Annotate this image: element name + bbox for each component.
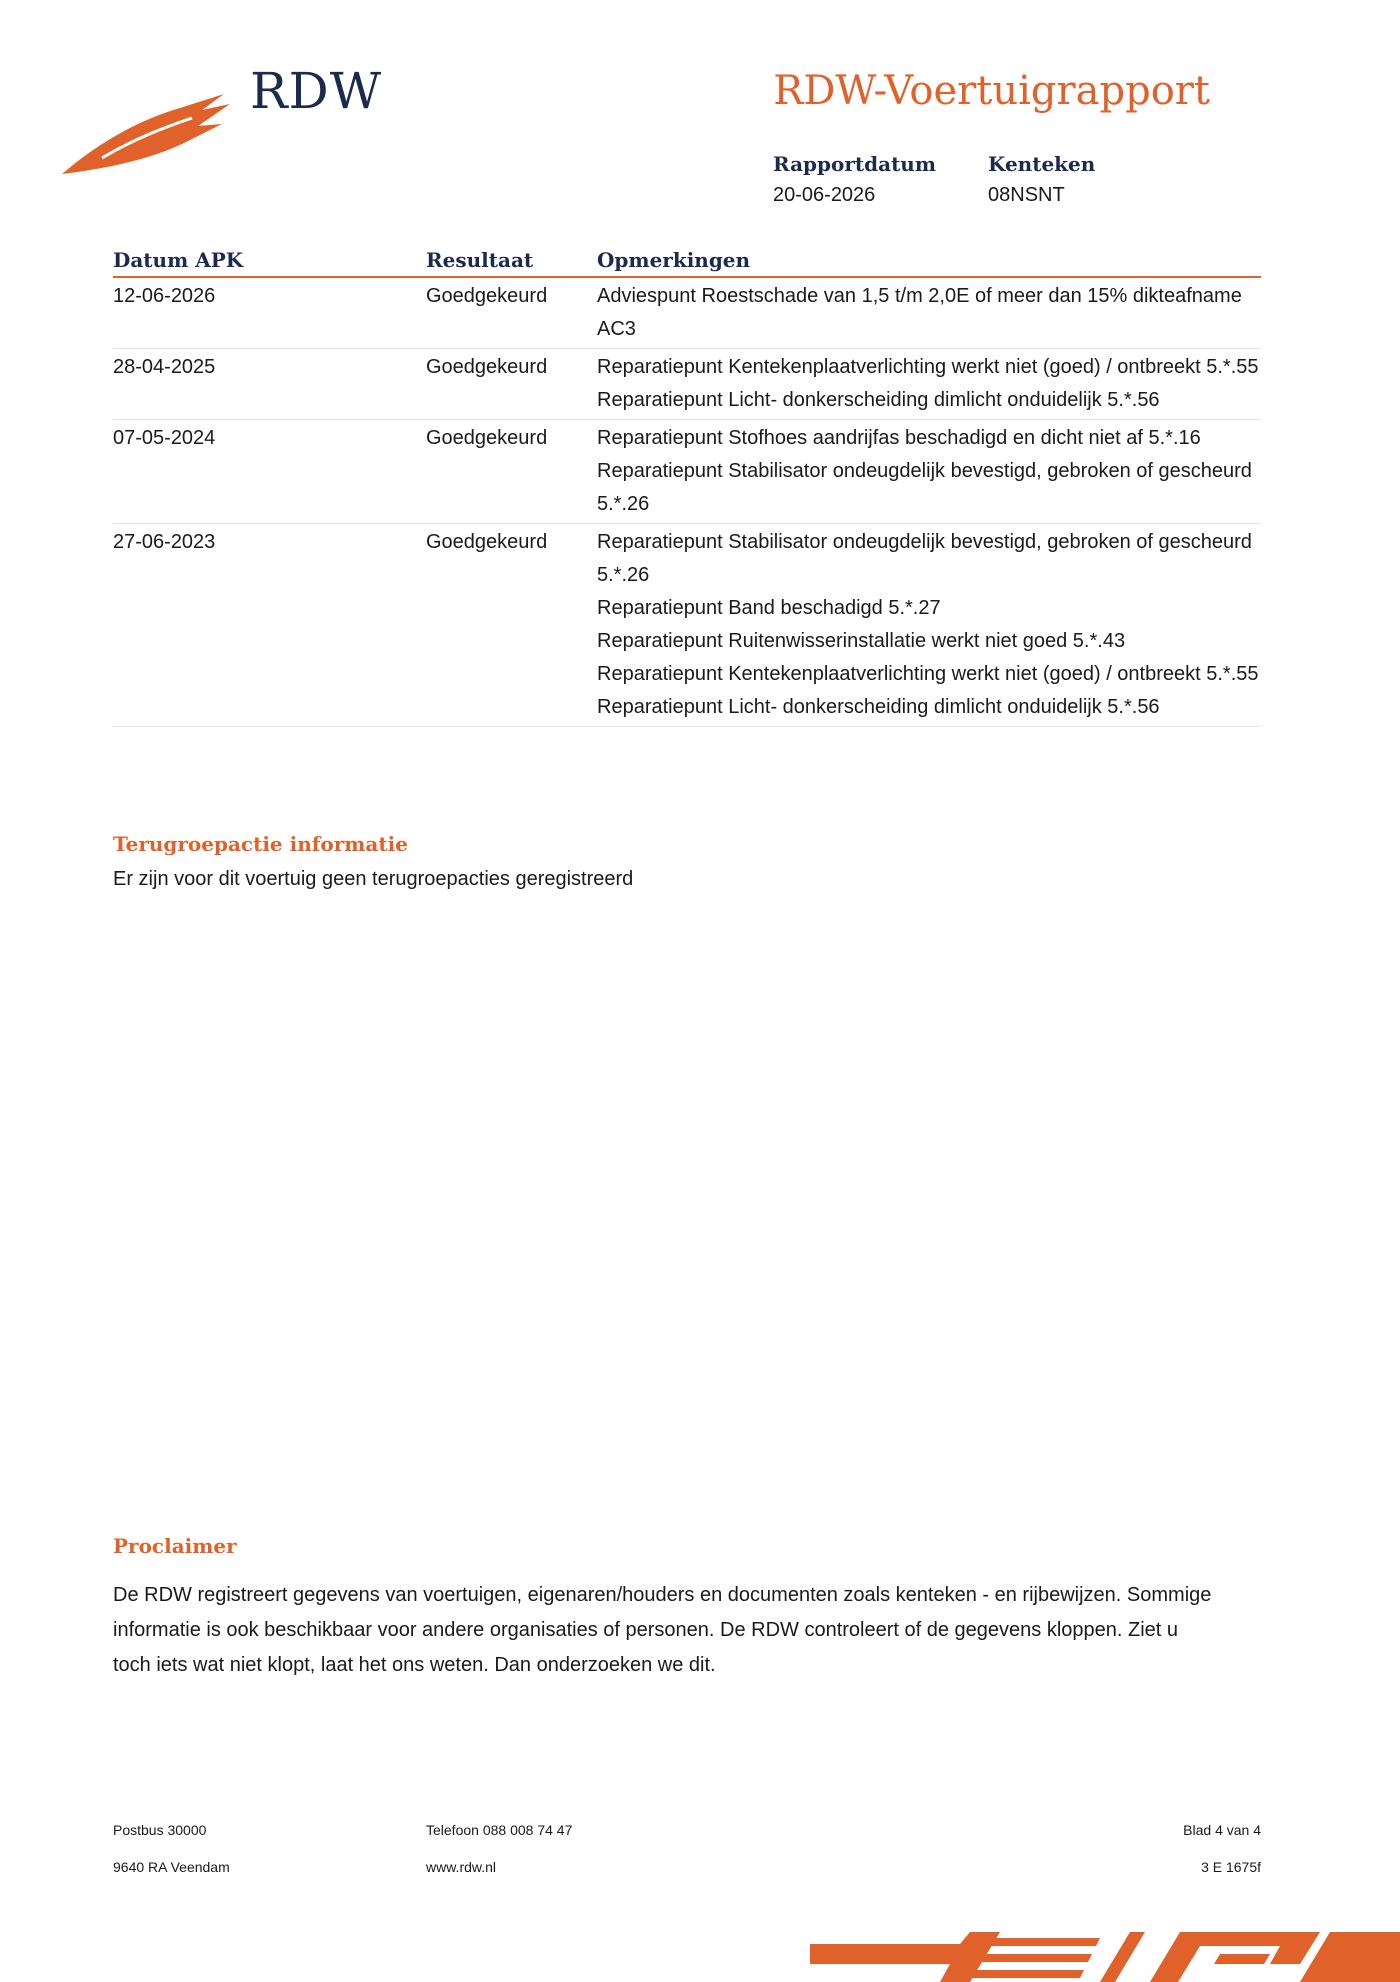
decorative-stripes-icon: [800, 1924, 1400, 1982]
remark: Reparatiepunt Stabilisator ondeugdelijk bevestigd, gebroken of gescheurd 5.*.26: [597, 531, 1252, 586]
apk-result: Goedgekeurd: [426, 420, 597, 524]
proclaimer-title: Proclaimer: [113, 1534, 237, 1558]
remark: Reparatiepunt Band beschadigd 5.*.27: [597, 597, 941, 619]
proclaimer-text: De RDW registreert gegevens van voertuigen, eigenaren/houders en documenten zoals kenteken - en rijbewijzen. Sommige informatie is ook beschikbaar voor andere organisaties of personen. De RDW controleert of de gegevens kloppen. Ziet u toch iets wat niet klopt, laat het ons weten. Dan onderzoeken we dit.: [113, 1584, 1212, 1676]
apk-date: 27-06-2023: [113, 524, 426, 727]
footer-address: [113, 1812, 230, 1886]
apk-date: 12-06-2026: [113, 277, 426, 349]
apk-table: [113, 246, 1261, 727]
table-row: [113, 349, 1261, 420]
plate-value: 08NSNT: [988, 184, 1065, 206]
footer-website-link[interactable]: www.rdw.nl: [426, 1859, 497, 1875]
report-date-label: Rapportdatum: [773, 152, 937, 176]
remark: Reparatiepunt Kentekenplaatverlichting werkt niet (goed) / ontbreekt 5.*.55: [597, 356, 1259, 378]
apk-remarks: [597, 349, 1261, 420]
apk-result: Goedgekeurd: [426, 524, 597, 727]
remark: Adviespunt Roestschade van 1,5 t/m 2,0E of meer dan 15% dikteafname AC3: [597, 285, 1242, 340]
apk-date: 28-04-2025: [113, 349, 426, 420]
report-date-block: [773, 152, 936, 207]
report-title: RDW-Voertuigrapport: [773, 68, 1210, 114]
apk-date: 07-05-2024: [113, 420, 426, 524]
col-header-remarks: Opmerkingen: [597, 246, 1261, 277]
table-row: [113, 277, 1261, 349]
apk-result: Goedgekeurd: [426, 277, 597, 349]
footer-address-line-1: Postbus 30000: [113, 1822, 207, 1838]
remark: Reparatiepunt Kentekenplaatverlichting werkt niet (goed) / ontbreekt 5.*.55: [597, 663, 1259, 685]
recall-text: Er zijn voor dit voertuig geen terugroepacties geregistreerd: [113, 868, 634, 890]
plate-block: [988, 152, 1095, 207]
remark: Reparatiepunt Stofhoes aandrijfas beschadigd en dicht niet af 5.*.16: [597, 427, 1201, 449]
apk-result: Goedgekeurd: [426, 349, 597, 420]
table-row: [113, 524, 1261, 727]
footer-doc-code: 3 E 1675f: [1201, 1859, 1261, 1875]
report-date-value: 20-06-2026: [773, 184, 876, 206]
apk-remarks: [597, 420, 1261, 524]
col-header-date: Datum APK: [113, 246, 426, 277]
plate-label: Kenteken: [988, 152, 1096, 176]
remark: Reparatiepunt Stabilisator ondeugdelijk bevestigd, gebroken of gescheurd 5.*.26: [597, 460, 1252, 515]
recall-title: Terugroepactie informatie: [113, 832, 408, 856]
footer-page-number: Blad 4 van 4: [1183, 1822, 1261, 1838]
footer-contact: [426, 1812, 572, 1886]
remark: Reparatiepunt Licht- donkerscheiding dimlicht onduidelijk 5.*.56: [597, 696, 1160, 718]
apk-remarks: [597, 277, 1261, 349]
footer-page-info: [1183, 1812, 1261, 1886]
apk-header-row: [113, 246, 1261, 277]
footer-phone: Telefoon 088 008 74 47: [426, 1822, 573, 1838]
table-row: [113, 420, 1261, 524]
remark: Reparatiepunt Ruitenwisserinstallatie werkt niet goed 5.*.43: [597, 630, 1126, 652]
rdw-logo-icon: [62, 88, 232, 180]
remark: Reparatiepunt Licht- donkerscheiding dimlicht onduidelijk 5.*.56: [597, 389, 1160, 411]
logo-text: RDW: [250, 62, 383, 120]
footer-address-line-2: 9640 RA Veendam: [113, 1859, 230, 1875]
col-header-result: Resultaat: [426, 246, 597, 277]
apk-remarks: [597, 524, 1261, 727]
